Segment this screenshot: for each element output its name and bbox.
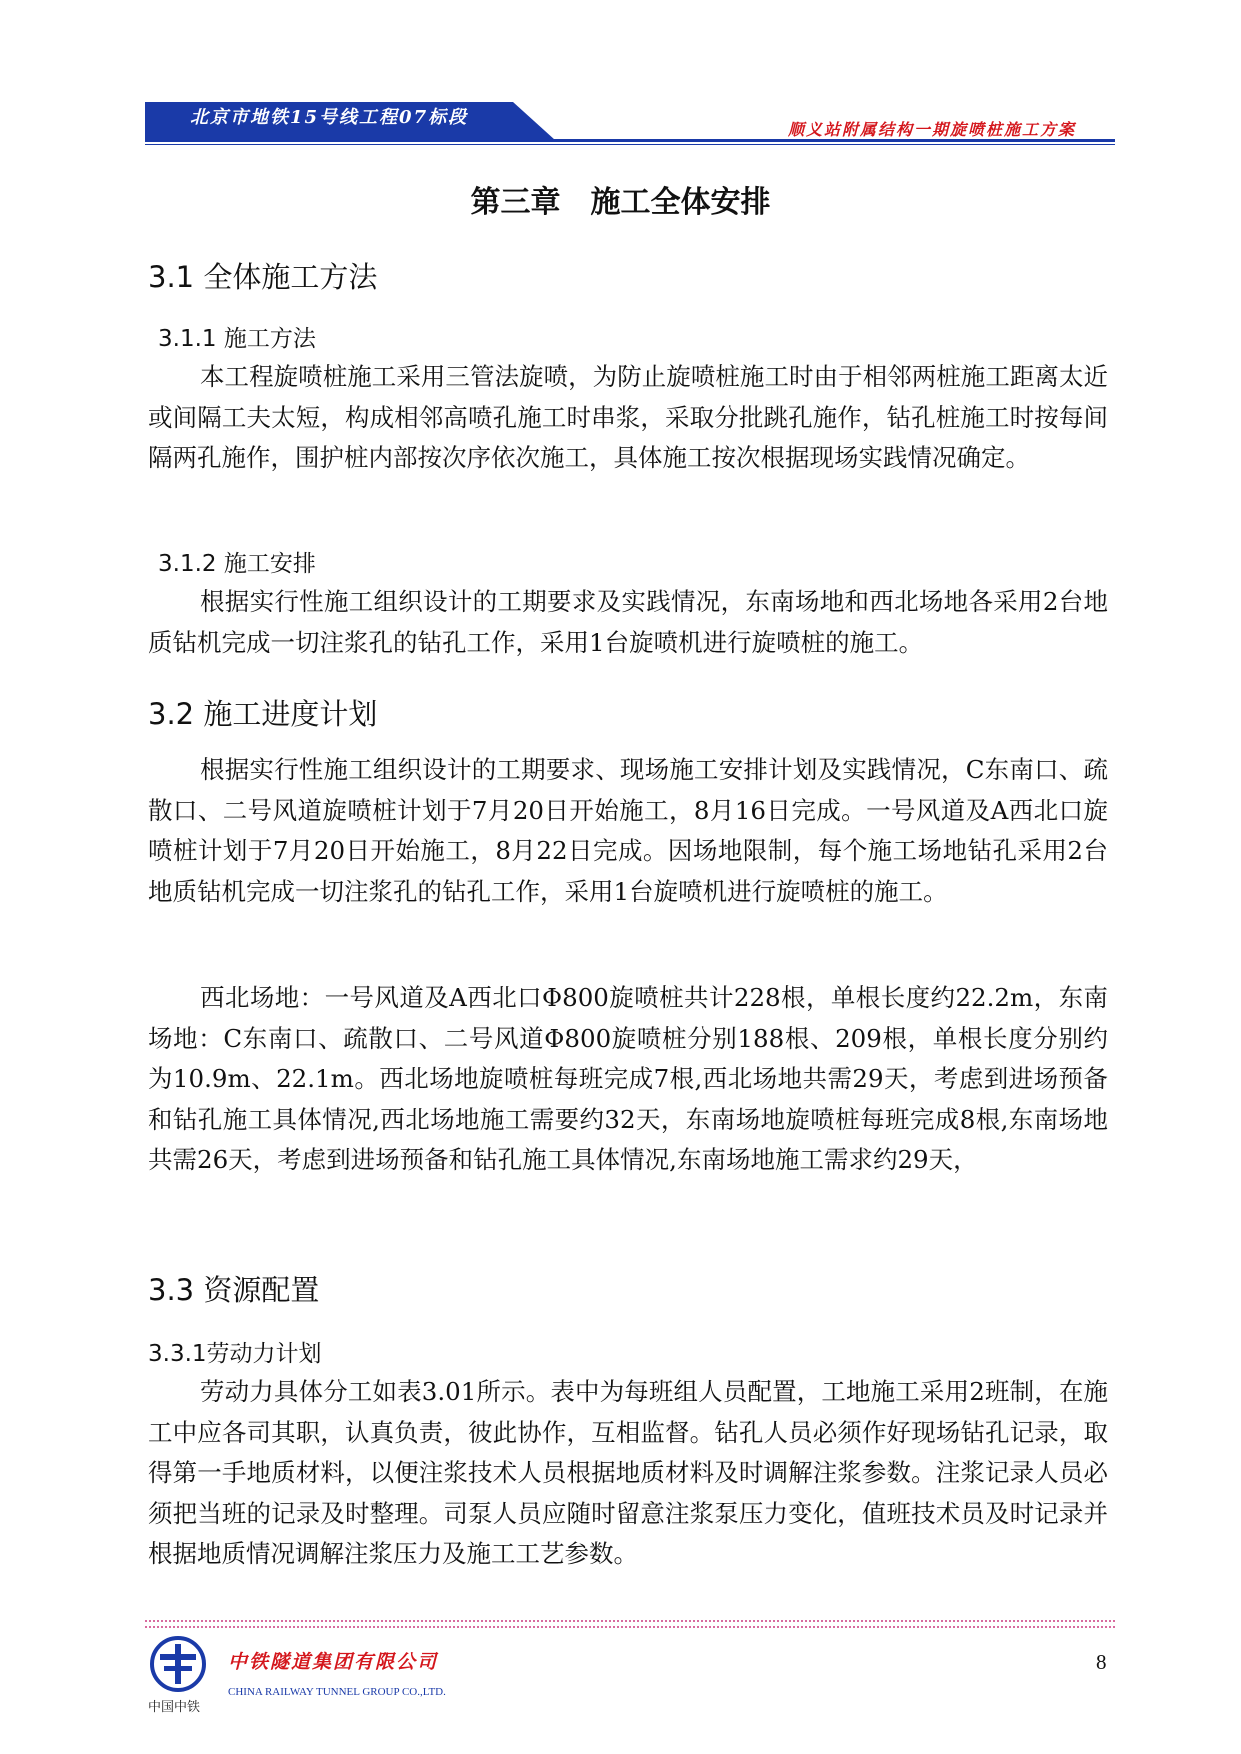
section-3-2-paragraph-2: 西北场地：一号风道及A西北口Φ800旋喷桩共计228根，单根长度约22.2m，东南场地：C东南口、疏散口、二号风道Φ800旋喷桩分别188根、209根，单根长度分别约为10.9m、22.1m。西北场地旋喷桩每班完成7根,西北场地共需29天，考虑到进场预备和钻孔施工具体情况,西北场地施工需要约32天，东南场地旋喷桩每班完成8根,东南场地共需26天，考虑到进场预备和钻孔施工具体情况,东南场地施工需求约29天，: [148, 983, 1108, 1174]
section-3-3-heading: 3.3 资源配置: [148, 1273, 320, 1307]
footer-rule: [145, 1620, 1115, 1622]
section-3-1-2-heading: 3.1.2 施工安排: [158, 551, 316, 577]
header-project-title: 北京市地铁15号线工程07标段: [190, 107, 469, 128]
header-rule: [145, 139, 1115, 142]
section-3-1-1-paragraph: 本工程旋喷桩施工采用三管法旋喷，为防止旋喷桩施工时由于相邻两桩施工距离太近或间隔工夫太短，构成相邻高喷孔施工时串浆，采取分批跳孔施作，钻孔桩施工时按每间隔两孔施作，围护桩内部按次序依次施工，具体施工按次根据现场实践情况确定。: [148, 362, 1108, 472]
header-document-title: 顺义站附属结构一期旋喷桩施工方案: [787, 120, 1076, 139]
page-number: 8: [1096, 1650, 1107, 1674]
section-3-3-1-paragraph: 劳动力具体分工如表3.01所示。表中为每班组人员配置，工地施工采用2班制，在施工中应各司其职，认真负责，彼此协作，互相监督。钻孔人员必须作好现场钻孔记录，取得第一手地质材料，以便注浆技术人员根据地质材料及时调解注浆参数。注浆记录人员必须把当班的记录及时整理。司泵人员应随时留意注浆泵压力变化，值班技术员及时记录并根据地质情况调解注浆压力及施工工艺参数。: [148, 1377, 1108, 1568]
section-3-2-paragraph-1: 根据实行性施工组织设计的工期要求、现场施工安排计划及实践情况，C东南口、疏散口、二号风道旋喷桩计划于7月20日开始施工，8月16日完成。一号风道及A西北口旋喷桩计划于7月20日开始施工，8月22日完成。因场地限制，每个施工场地钻孔采用2台地质钻机完成一切注浆孔的钻孔工作，采用1台旋喷机进行旋喷桩的施工。: [148, 755, 1108, 906]
chapter-title: 第三章 施工全体安排: [470, 185, 771, 220]
section-3-1-2-paragraph: 根据实行性施工组织设计的工期要求及实践情况，东南场地和西北场地各采用2台地质钻机完成一切注浆孔的钻孔工作，采用1台旋喷机进行旋喷桩的施工。: [148, 587, 1108, 657]
company-name-en: CHINA RAILWAY TUNNEL GROUP CO.,LTD.: [228, 1686, 446, 1698]
footer-rule-2: [145, 1626, 1115, 1628]
section-3-2-heading: 3.2 施工进度计划: [148, 697, 378, 731]
crcc-logo-icon: [150, 1636, 206, 1692]
section-3-1-1-heading: 3.1.1 施工方法: [158, 326, 316, 352]
section-3-1-heading: 3.1 全体施工方法: [148, 260, 378, 294]
company-name-cn: 中铁隧道集团有限公司: [228, 1651, 439, 1673]
logo-caption: 中国中铁: [148, 1700, 201, 1715]
header-rule-thin: [145, 144, 1115, 145]
section-3-3-1-heading: 3.3.1劳动力计划: [148, 1341, 322, 1367]
